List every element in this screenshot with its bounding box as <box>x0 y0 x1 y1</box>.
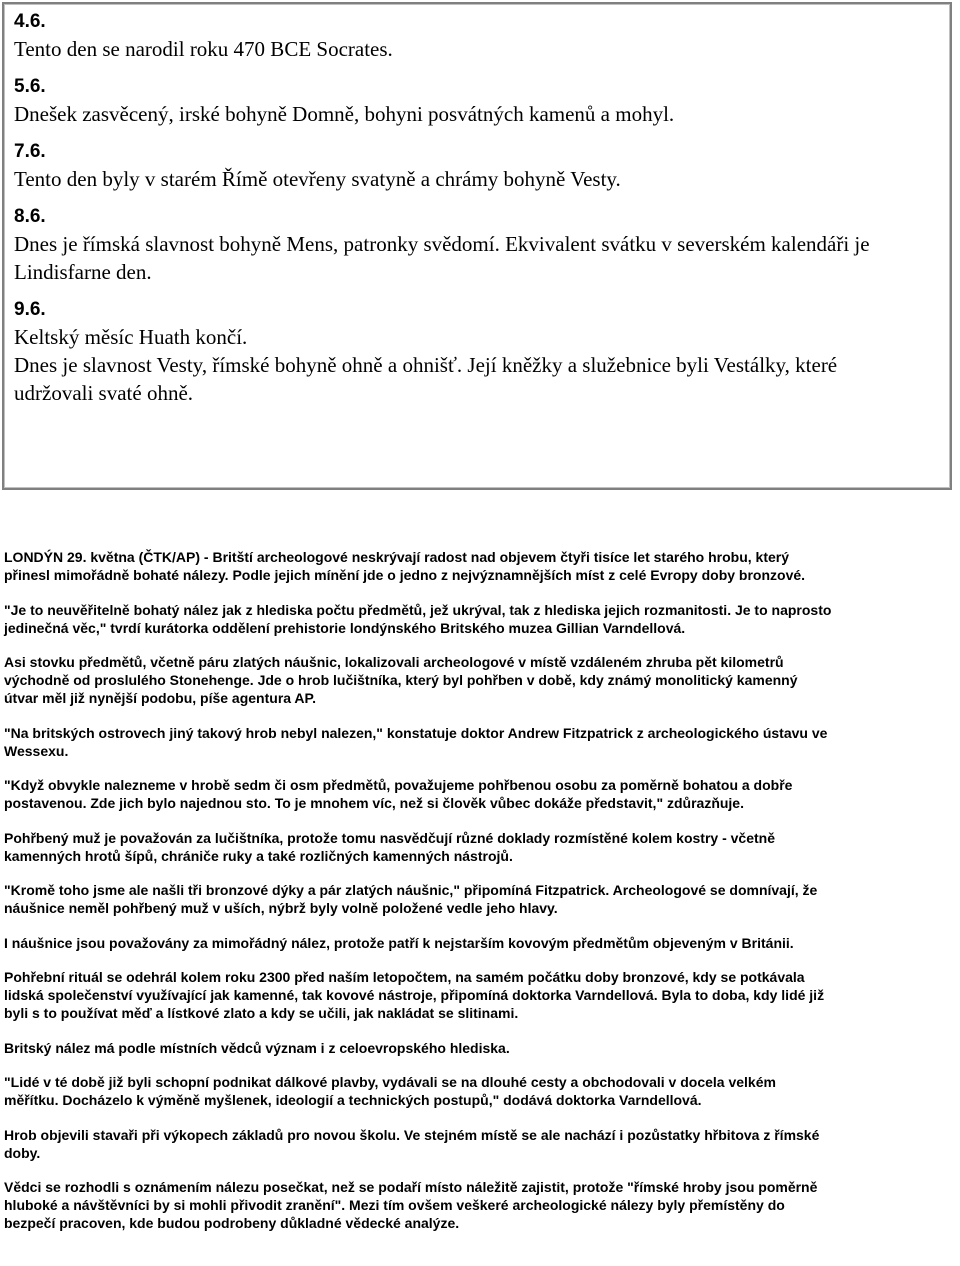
article-paragraph <box>4 776 954 812</box>
calendar-entry <box>14 204 944 286</box>
calendar-entry <box>14 74 944 128</box>
entry-text-line: Keltský měsíc Huath končí. <box>14 325 248 349</box>
calendar-box <box>2 2 952 490</box>
article-line: Britský nález má podle místních vědců význam i z celoevropského hlediska. <box>4 1039 510 1056</box>
article-paragraph <box>4 724 954 760</box>
article-line: Asi stovku předmětů, včetně páru zlatých náušnic, lokalizovali archeologové v místě vzdáleném zhruba pět kilometrů <box>4 654 784 670</box>
calendar-entry <box>14 297 944 407</box>
entry-text-line: Lindisfarne den. <box>14 260 152 284</box>
article-line: kamenných hrotů šípů, chrániče ruky a také rozličných kamenných nástrojů. <box>4 847 513 864</box>
article-line: útvar měl již nynější podobu, píše agentura AP. <box>4 690 316 706</box>
article-line: měřítku. Docházelo k výměně myšlenek, ideologií a technických postupů," dodává doktorka Varndellová. <box>4 1092 702 1108</box>
article-line: byli s to používat měď a lístkové zlato a kdy se učili, jak nakládat se slitinami. <box>4 1005 519 1021</box>
article-line: LONDÝN 29. května (ČTK/AP) - Britští archeologové neskrývají radost nad objevem čtyři tisíce let starého hrobu, který <box>4 549 790 565</box>
article-paragraph <box>4 548 954 584</box>
entry-date: 4.6. <box>14 11 46 32</box>
article-line: Vědci se rozhodli s oznámením nálezu posečkat, než se podaří místo náležitě zajistit, protože "římské hroby jsou poměrně <box>4 1179 818 1195</box>
article-paragraph <box>4 934 954 952</box>
article-paragraph <box>4 1178 954 1232</box>
article-line: "Lidé v té době již byli schopní podnikat dálkové plavby, vydávali se na dlouhé cesty a obchodovali v docela velkém <box>4 1074 776 1090</box>
entry-text-line: Tento den se narodil roku 470 BCE Socrates. <box>14 37 393 61</box>
article-paragraph <box>4 881 954 917</box>
article-line: Pohřební rituál se odehrál kolem roku 2300 před naším letopočtem, na samém počátku doby bronzové, kdy se potkávala <box>4 969 805 985</box>
article-line: náušnice neměl pohřbený muž v uších, nýbrž byly volně položené vedle jeho hlavy. <box>4 900 558 916</box>
article-line: "Je to neuvěřitelně bohatý nález jak z hlediska počtu předmětů, jež ukrýval, tak z hlediska jejich rozmanitosti. Je to naprosto <box>4 601 832 618</box>
article-line: Pohřbený muž je považován za lučištníka, protože tomu nasvědčují různé doklady rozmístěné kolem kostry - včetně <box>4 829 775 846</box>
entry-text-line: Tento den byly v starém Římě otevřeny svatyně a chrámy bohyně Vesty. <box>14 167 621 191</box>
article-line: bezpečí pracoven, kde budou podrobeny důkladné vědecké analýze. <box>4 1215 460 1231</box>
entry-text-line: udržovali svaté ohně. <box>14 381 194 405</box>
article-line: I náušnice jsou považovány za mimořádný nález, protože patří k nejstarším kovovým předmětům objeveným v Británii. <box>4 934 794 951</box>
article-paragraph <box>4 601 954 637</box>
entry-date: 7.6. <box>14 141 46 162</box>
entry-text-line: Dnešek zasvěcený, irské bohyně Domně, bohyni posvátných kamenů a mohyl. <box>14 102 675 126</box>
article-paragraph <box>4 1126 954 1162</box>
article-line: "Kromě toho jsme ale našli tři bronzové dýky a pár zlatých náušnic," připomíná Fitzpatrick. Archeologové se domnívají, že <box>4 882 818 898</box>
article-paragraph <box>4 829 954 865</box>
article-line: hluboké a návštěvníci by si mohli přivodit zranění". Mezi tím ovšem veškeré archeologické nálezy byly přemístěny do <box>4 1197 785 1213</box>
entry-date: 5.6. <box>14 76 46 97</box>
article-line: Hrob objevili stavaři při výkopech základů pro novou školu. Ve stejném místě se ale nachází i pozůstatky hřbitova z římské <box>4 1126 820 1143</box>
article-line: přinesl mimořádně bohaté nálezy. Podle jejich mínění jde o jedno z nejvýznamnějších míst z celé Evropy doby bronzové. <box>4 567 806 583</box>
calendar-list <box>14 9 944 418</box>
calendar-entry <box>14 139 944 193</box>
article-paragraph <box>4 1039 954 1057</box>
article-line: jedinečná věc," tvrdí kurátorka oddělení prehistorie londýnského Britského muzea Gillian Varndellová. <box>4 619 686 636</box>
article-line: postavenou. Zde jich bylo najednou sto. To je mnohem víc, než si člověk vůbec dokáže představit," zdůrazňuje. <box>4 795 744 811</box>
calendar-entry <box>14 9 944 63</box>
entry-text-line: Dnes je římská slavnost bohyně Mens, patronky svědomí. Ekvivalent svátku v severském kalendáři je <box>14 232 870 256</box>
article-line: východně od proslulého Stonehenge. Jde o hrob lučištníka, který byl pohřben v době, kdy známý monolitický kamenný <box>4 672 798 688</box>
article-paragraph <box>4 653 954 707</box>
article-line: "Když obvykle nalezneme v hrobě sedm či osm předmětů, považujeme pohřbenou osobu za poměrně bohatou a dobře <box>4 777 793 793</box>
article-paragraph <box>4 1073 954 1109</box>
entry-date: 8.6. <box>14 206 46 227</box>
entry-date: 9.6. <box>14 299 46 320</box>
article-paragraph <box>4 968 954 1022</box>
article-line: doby. <box>4 1144 41 1161</box>
entry-text-line: Dnes je slavnost Vesty, římské bohyně ohně a ohnišť. Její kněžky a služebnice byli Vestálky, které <box>14 353 838 377</box>
article-line: "Na britských ostrovech jiný takový hrob nebyl nalezen," konstatuje doktor Andrew Fitzpatrick z archeologického ústavu ve <box>4 724 828 741</box>
article-line: lidská společenství využívající jak kamenné, tak kovové nástroje, připomíná doktorka Varndellová. Byla to doba, kdy lidé již <box>4 987 825 1003</box>
article-line: Wessexu. <box>4 742 69 759</box>
news-article <box>4 548 954 1249</box>
